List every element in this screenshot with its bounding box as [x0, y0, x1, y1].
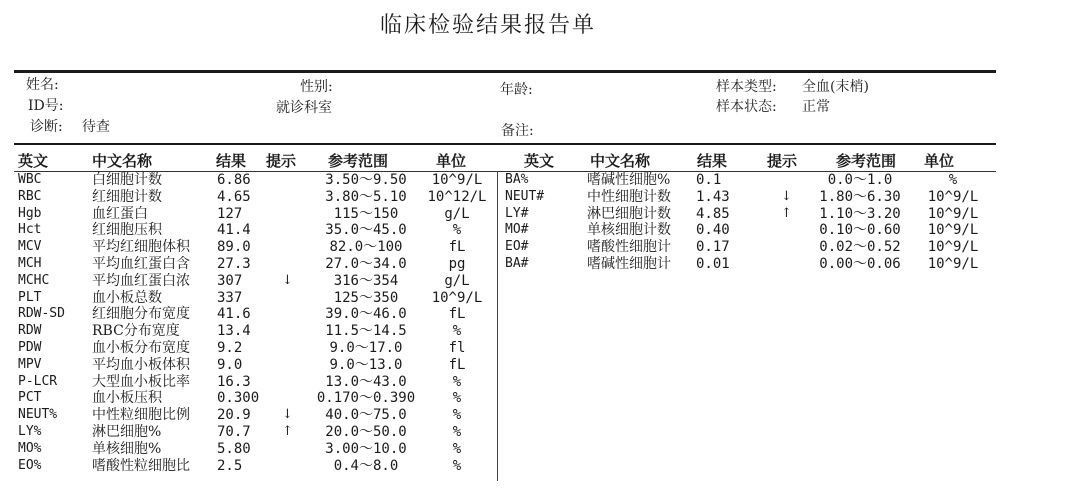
row-reference-range: 0.170～0.390: [316, 390, 416, 407]
row-reference-range: 27.0～34.0: [325, 256, 407, 272]
id-label: ID号:: [28, 98, 64, 114]
row-code: P-LCR: [18, 373, 58, 389]
row-code: NEUT#: [505, 188, 545, 204]
row-result: 5.80: [217, 440, 251, 457]
row-name: 红细胞分布宽度: [92, 306, 190, 323]
row-code: RBC: [18, 188, 42, 204]
row-name: 嗜碱性细胞计: [587, 256, 671, 272]
row-name: 红细胞计数: [92, 188, 162, 205]
row-unit: fL: [448, 306, 466, 323]
row-code: MO#: [505, 222, 529, 238]
row-name: 中性细胞计数: [587, 188, 671, 205]
sample-type-label: 样本类型:: [716, 79, 777, 95]
row-name: RBC分布宽度: [92, 323, 180, 340]
row-result: 20.9: [217, 407, 251, 424]
row-result: 27.3: [217, 256, 251, 272]
row-unit: %: [452, 457, 462, 474]
row-reference-range: 35.0～45.0: [325, 222, 407, 239]
row-code: BA#: [505, 256, 529, 271]
row-result: 41.6: [217, 306, 251, 323]
row-unit: %: [452, 373, 462, 390]
row-code: RDW: [18, 323, 42, 339]
remark-label: 备注:: [501, 123, 534, 139]
row-unit: fl: [448, 340, 466, 356]
row-code: MCV: [18, 239, 42, 255]
header-cn-left: 中文名称: [92, 152, 153, 170]
row-code: PCT: [18, 390, 42, 406]
gender-label: 性别:: [300, 79, 333, 95]
row-unit: 10^9/L: [927, 256, 979, 272]
row-unit: %: [452, 323, 462, 340]
row-unit: %: [452, 424, 462, 440]
row-name: 红细胞压积: [92, 222, 162, 239]
row-name: 平均血红蛋白浓: [92, 272, 190, 289]
sample-type-value: 全血(末梢): [802, 79, 869, 95]
row-result: 6.86: [217, 172, 251, 188]
row-name: 血小板压积: [92, 390, 162, 407]
header-ref-left: 参考范围: [328, 152, 389, 170]
row-reference-range: 82.0～100: [329, 239, 403, 256]
row-code: WBC: [18, 172, 42, 187]
row-name: 嗜酸性细胞计: [587, 239, 671, 256]
row-result: 0.17: [696, 239, 730, 256]
row-unit: g/L: [444, 272, 470, 289]
top-rule: [14, 70, 996, 73]
row-flag: ↓: [282, 272, 293, 288]
row-result: 2.5: [217, 457, 243, 474]
row-unit: %: [452, 440, 462, 457]
row-unit: fL: [448, 239, 466, 256]
row-reference-range: 0.4～8.0: [333, 457, 399, 474]
row-result: 337: [217, 289, 243, 306]
row-result: 307: [217, 272, 243, 289]
row-name: 中性粒细胞比例: [92, 407, 190, 424]
diagnosis-value: 待查: [82, 119, 110, 135]
row-reference-range: 1.80～6.30: [819, 188, 901, 205]
row-name: 平均红细胞体积: [92, 239, 190, 256]
row-result: 4.85: [696, 205, 730, 222]
sample-status-label: 样本状态:: [716, 99, 777, 115]
row-code: RDW-SD: [18, 306, 65, 322]
row-reference-range: 39.0～46.0: [325, 306, 407, 323]
row-result: 89.0: [217, 239, 251, 256]
row-name: 平均血红蛋白含: [92, 256, 190, 272]
row-unit: %: [452, 407, 462, 424]
row-code: EO#: [505, 239, 529, 255]
row-name: 淋巴细胞%: [92, 424, 162, 440]
header-cn-right: 中文名称: [590, 152, 651, 170]
row-name: 白细胞计数: [92, 172, 162, 188]
header-en-left: 英文: [18, 152, 49, 170]
row-unit: fL: [448, 356, 466, 373]
row-name: 血红蛋白: [92, 205, 148, 222]
row-name: 大型血小板比率: [92, 373, 190, 390]
row-result: 70.7: [217, 424, 251, 440]
row-code: MCHC: [18, 272, 50, 288]
name-label: 姓名:: [26, 77, 59, 93]
row-flag: ↑: [781, 205, 792, 221]
row-reference-range: 0.00～0.06: [819, 256, 901, 272]
report-title: 临床检验结果报告单: [380, 13, 597, 38]
row-code: Hgb: [18, 205, 42, 221]
row-flag: ↑: [282, 424, 293, 439]
row-code: MPV: [18, 356, 42, 372]
row-reference-range: 9.0～13.0: [329, 356, 403, 373]
row-result: 41.4: [217, 222, 251, 239]
row-reference-range: 11.5～14.5: [325, 323, 407, 340]
row-unit: %: [452, 222, 462, 239]
row-result: 0.01: [696, 256, 730, 272]
row-reference-range: 3.80～5.10: [325, 188, 407, 205]
age-label: 年龄:: [500, 82, 533, 98]
row-code: BA%: [505, 172, 529, 187]
header-unit-left: 单位: [436, 152, 467, 170]
row-name: 嗜碱性细胞%: [587, 172, 671, 188]
row-reference-range: 9.0～17.0: [329, 340, 403, 356]
header-result-left: 结果: [216, 152, 247, 170]
row-code: EO%: [18, 457, 42, 473]
row-unit: %: [948, 172, 958, 188]
row-reference-range: 0.0～1.0: [827, 172, 893, 188]
row-code: MCH: [18, 256, 42, 271]
row-result: 13.4: [217, 323, 251, 340]
header-hint-right: 提示: [767, 152, 798, 170]
row-name: 单核细胞%: [92, 440, 162, 457]
header-result-right: 结果: [697, 152, 728, 170]
row-reference-range: 3.00～10.0: [325, 440, 407, 457]
row-name: 血小板分布宽度: [92, 340, 190, 356]
row-code: PDW: [18, 340, 42, 355]
row-result: 0.40: [696, 222, 730, 239]
row-reference-range: 316～354: [333, 272, 399, 289]
row-flag: ↓: [781, 188, 792, 204]
header-ref-right: 参考范围: [836, 152, 897, 170]
row-result: 1.43: [696, 188, 730, 205]
row-code: LY#: [505, 205, 529, 221]
row-unit: g/L: [444, 205, 470, 222]
header-hint-left: 提示: [266, 152, 297, 170]
row-reference-range: 20.0～50.0: [325, 424, 407, 440]
row-code: LY%: [18, 424, 42, 439]
row-reference-range: 1.10～3.20: [819, 205, 901, 222]
row-name: 血小板总数: [92, 289, 162, 306]
row-unit: 10^9/L: [927, 222, 979, 239]
row-name: 平均血小板体积: [92, 356, 190, 373]
row-code: PLT: [18, 289, 42, 305]
diagnosis-label: 诊断:: [30, 119, 63, 135]
row-unit: 10^9/L: [927, 188, 979, 205]
row-reference-range: 0.02～0.52: [819, 239, 901, 256]
header-en-right: 英文: [524, 152, 555, 170]
row-unit: 10^12/L: [427, 188, 487, 205]
row-unit: %: [452, 390, 462, 407]
row-unit: pg: [448, 256, 466, 272]
row-result: 0.1: [696, 172, 722, 188]
row-reference-range: 125～350: [333, 289, 399, 306]
row-unit: 10^9/L: [431, 172, 483, 188]
row-reference-range: 115～150: [333, 205, 399, 222]
row-reference-range: 3.50～9.50: [325, 172, 407, 188]
row-reference-range: 40.0～75.0: [325, 407, 407, 424]
department-label: 就诊科室: [276, 100, 332, 116]
header-unit-right: 单位: [924, 152, 955, 170]
row-result: 9.0: [217, 356, 243, 373]
row-reference-range: 0.10～0.60: [819, 222, 901, 239]
row-result: 9.2: [217, 340, 243, 356]
row-unit: 10^9/L: [927, 239, 979, 256]
row-name: 淋巴细胞计数: [587, 205, 671, 222]
row-flag: ↓: [282, 407, 293, 423]
row-code: NEUT%: [18, 407, 58, 423]
row-code: MO%: [18, 440, 42, 456]
row-result: 4.65: [217, 188, 251, 205]
row-result: 16.3: [217, 373, 251, 390]
sample-status-value: 正常: [802, 99, 830, 115]
row-name: 单核细胞计数: [587, 222, 671, 239]
row-result: 127: [217, 205, 243, 222]
row-unit: 10^9/L: [927, 205, 979, 222]
row-reference-range: 13.0～43.0: [325, 373, 407, 390]
header-rule: [14, 143, 996, 145]
row-result: 0.300: [217, 390, 260, 407]
row-name: 嗜酸性粒细胞比: [92, 457, 190, 474]
row-code: Hct: [18, 222, 42, 238]
row-unit: 10^9/L: [431, 289, 483, 306]
